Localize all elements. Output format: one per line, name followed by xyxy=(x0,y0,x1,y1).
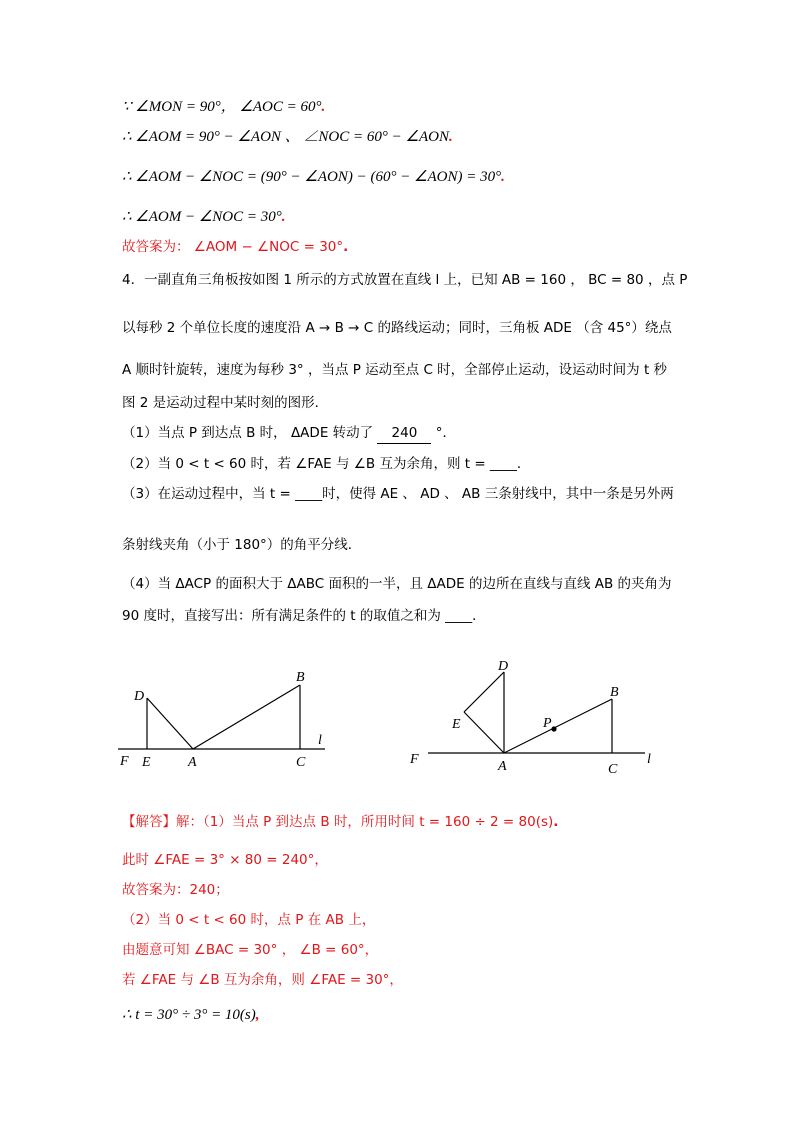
label-F: F xyxy=(120,754,129,769)
label-E: E xyxy=(452,717,461,732)
proof-line-4: ∴ ∠AOM − ∠NOC = 30°. xyxy=(122,209,286,225)
red-mark: . xyxy=(343,239,349,255)
solution-line-1: 【解答】解：（1）当点 P 到达点 B 时，所用时间 t = 160 ÷ 2 = 80(s). xyxy=(122,814,559,830)
segment-DA xyxy=(147,698,193,749)
label-A: A xyxy=(498,759,507,774)
question-3-line-1: （3）在运动过程中，当 t = ____时，使得 AE 、 AD 、 AB 三条射线中，其中一条是另外两 xyxy=(122,486,674,502)
label-D: D xyxy=(134,689,145,704)
label-B: B xyxy=(296,670,305,685)
problem-4-line-2: 以每秒 2 个单位长度的速度沿 A → B → C 的路线运动；同时，三角板 ADE （含 45°）绕点 xyxy=(122,320,672,336)
label-l: l xyxy=(318,733,322,748)
label-D: D xyxy=(498,659,509,674)
label-F: F xyxy=(410,752,419,767)
answer-line: 故答案为： ∠AOM − ∠NOC = 30°. xyxy=(122,239,349,255)
question-1: （1）当点 P 到达点 B 时， ΔADE 转动了 240 °． xyxy=(122,423,456,444)
label-P: P xyxy=(543,716,552,731)
proof-line-2: ∴ ∠AOM = 90° − ∠AON 、 ∠NOC = 60° − ∠AON. xyxy=(122,129,453,145)
proof-line-3: ∴ ∠AOM − ∠NOC = (90° − ∠AON) − (60° − ∠AON) = 30°. xyxy=(122,169,505,185)
problem-4-line-3: A 顺时针旋转，速度为每秒 3° ，当点 P 运动至点 C 时，全部停止运动，设运动时间为 t 秒 xyxy=(122,362,668,378)
solution-line-2: 此时 ∠FAE = 3° × 80 = 240°， xyxy=(122,852,328,868)
solution-line-6: 若 ∠FAE 与 ∠B 互为余角，则 ∠FAE = 30°， xyxy=(122,972,403,988)
red-mark: . xyxy=(281,209,286,225)
label-C: C xyxy=(608,762,618,777)
problem-4-line-4: 图 2 是运动过程中某时刻的图形． xyxy=(122,395,329,411)
segment-AB xyxy=(193,685,300,749)
label-B: B xyxy=(610,685,619,700)
red-mark: . xyxy=(501,169,505,185)
solution-line-5: 由题意可知 ∠BAC = 30° ， ∠B = 60°， xyxy=(122,942,379,958)
figure-1 xyxy=(110,660,340,775)
label-l: l xyxy=(647,752,651,767)
question-3-line-2: 条射线夹角（小于 180°）的角平分线． xyxy=(122,537,362,553)
red-mark: , xyxy=(255,1007,260,1023)
solution-line-3: 故答案为：240； xyxy=(122,882,229,898)
red-mark: . xyxy=(553,814,559,830)
question-1-answer: 240 xyxy=(377,423,431,444)
problem-4-line-1: 4．一副直角三角板按如图 1 所示的方式放置在直线 l 上，已知 AB = 160 ， BC = 80 ，点 P xyxy=(122,272,688,288)
segment-AB xyxy=(504,699,612,753)
segment-EA xyxy=(464,712,504,753)
question-4-line-1: （4）当 ΔACP 的面积大于 ΔABC 面积的一半，且 ΔADE 的边所在直线与直线 AB 的夹角为 xyxy=(122,576,672,592)
question-4-line-2: 90 度时，直接写出：所有满足条件的 t 的取值之和为 ____． xyxy=(122,608,486,624)
proof-line-1: ∵ ∠MON = 90°， ∠AOC = 60°. xyxy=(122,99,326,115)
label-E: E xyxy=(142,755,151,770)
red-mark: . xyxy=(321,99,326,115)
figure-2 xyxy=(400,652,665,787)
solution-line-7: ∴ t = 30° ÷ 3° = 10(s), xyxy=(122,1007,260,1023)
red-mark: . xyxy=(448,129,453,145)
point-P xyxy=(551,726,556,731)
label-C: C xyxy=(296,755,306,770)
solution-line-4: （2）当 0 < t < 60 时，点 P 在 AB 上， xyxy=(122,912,376,928)
segment-DE xyxy=(464,672,504,712)
label-A: A xyxy=(188,755,197,770)
question-2: （2）当 0 < t < 60 时，若 ∠FAE 与 ∠B 互为余角，则 t = ____． xyxy=(122,456,531,472)
